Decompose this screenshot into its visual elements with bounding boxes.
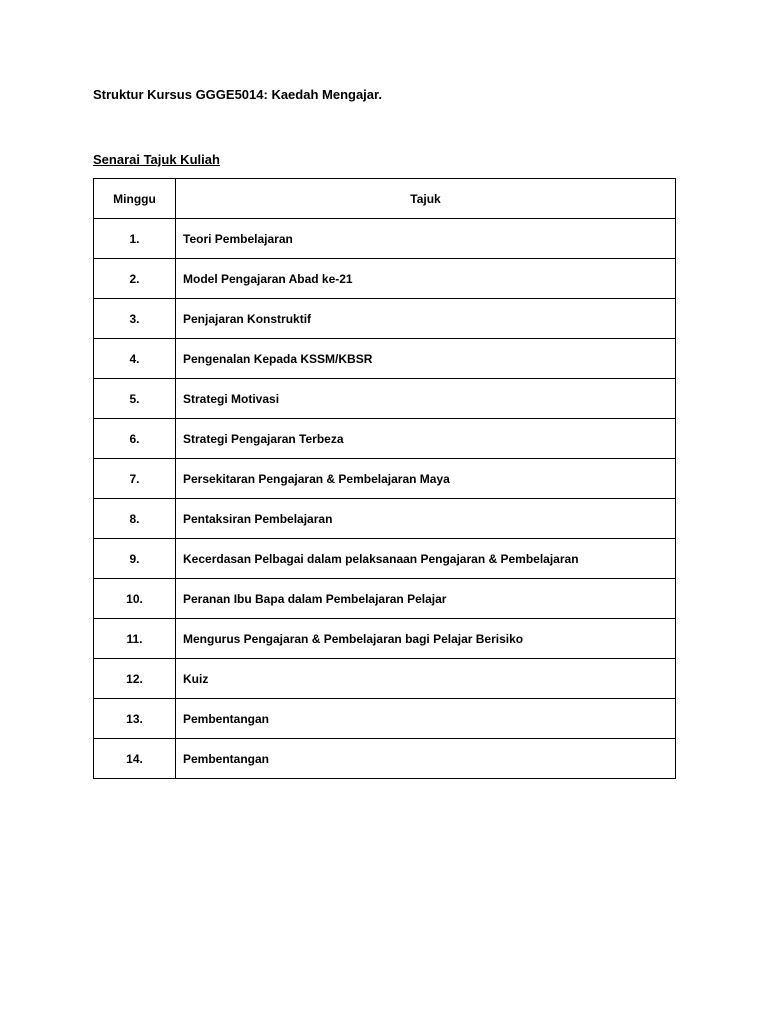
table-row	[94, 539, 676, 579]
week-number: 12.	[94, 659, 176, 699]
lecture-topics-table	[93, 178, 676, 779]
header-topic: Tajuk	[176, 179, 676, 219]
table-row	[94, 659, 676, 699]
topic-title: Mengurus Pengajaran & Pembelajaran bagi Pelajar Berisiko	[176, 619, 676, 659]
week-number: 2.	[94, 259, 176, 299]
table-row	[94, 299, 676, 339]
week-number: 10.	[94, 579, 176, 619]
table-row	[94, 579, 676, 619]
week-number: 4.	[94, 339, 176, 379]
topic-title: Penjajaran Konstruktif	[176, 299, 676, 339]
section-heading: Senarai Tajuk Kuliah	[93, 152, 220, 167]
topic-title: Strategi Pengajaran Terbeza	[176, 419, 676, 459]
week-number: 1.	[94, 219, 176, 259]
week-number: 13.	[94, 699, 176, 739]
header-row	[94, 179, 676, 219]
table-row	[94, 259, 676, 299]
document-title: Struktur Kursus GGGE5014: Kaedah Mengajar.	[93, 87, 382, 102]
table-row	[94, 459, 676, 499]
topic-title: Pembentangan	[176, 739, 676, 779]
week-number: 11.	[94, 619, 176, 659]
week-number: 5.	[94, 379, 176, 419]
table-row	[94, 379, 676, 419]
week-number: 9.	[94, 539, 176, 579]
table-body	[94, 219, 676, 779]
table-row	[94, 499, 676, 539]
table-row	[94, 699, 676, 739]
week-number: 8.	[94, 499, 176, 539]
header-week: Minggu	[94, 179, 176, 219]
topic-title: Pembentangan	[176, 699, 676, 739]
topic-title: Pentaksiran Pembelajaran	[176, 499, 676, 539]
week-number: 7.	[94, 459, 176, 499]
week-number: 3.	[94, 299, 176, 339]
table-row	[94, 219, 676, 259]
topic-title: Kuiz	[176, 659, 676, 699]
topic-title: Peranan Ibu Bapa dalam Pembelajaran Pelajar	[176, 579, 676, 619]
week-number: 14.	[94, 739, 176, 779]
topic-title: Kecerdasan Pelbagai dalam pelaksanaan Pengajaran & Pembelajaran	[176, 539, 676, 579]
topic-title: Persekitaran Pengajaran & Pembelajaran Maya	[176, 459, 676, 499]
table-row	[94, 419, 676, 459]
table-header	[94, 179, 676, 219]
topic-title: Model Pengajaran Abad ke-21	[176, 259, 676, 299]
table-row	[94, 739, 676, 779]
week-number: 6.	[94, 419, 176, 459]
table-row	[94, 619, 676, 659]
table-row	[94, 339, 676, 379]
topic-title: Pengenalan Kepada KSSM/KBSR	[176, 339, 676, 379]
topic-title: Teori Pembelajaran	[176, 219, 676, 259]
topic-title: Strategi Motivasi	[176, 379, 676, 419]
